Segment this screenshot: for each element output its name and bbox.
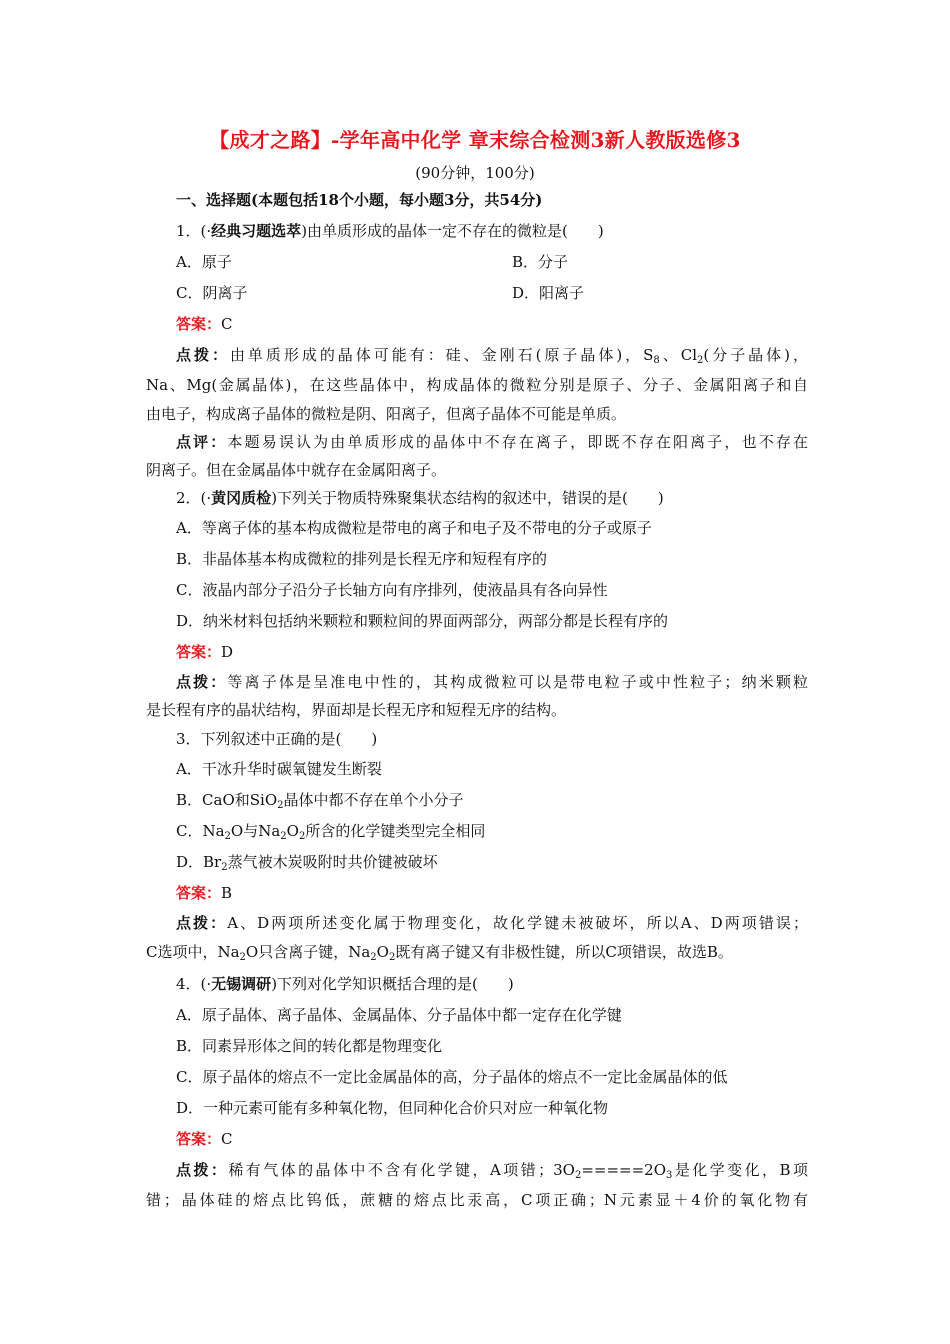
question-4-option-c: C．原子晶体的熔点不一定比金属晶体的高，分子晶体的熔点不一定比金属晶体的低 [176,1068,728,1086]
question-2-option-d: D．纳米材料包括纳米颗粒和颗粒间的界面两部分，两部分都是长程有序的 [176,612,669,630]
question-2-answer: 答案：D [176,643,234,661]
question-3-option-a: A．干冰升华时碳氧键发生断裂 [176,760,382,778]
question-1-comment-line2: 阴离子。但在金属晶体中就存在金属阳离子。 [146,461,447,479]
question-4-option-a: A．原子晶体、离子晶体、金属晶体、分子晶体中都一定存在化学键 [176,1006,622,1024]
question-1-hint-line2: Na、Mg(金属晶体)，在这些晶体中，构成晶体的微粒分别是原子、分子、金属阳离子和自 [146,376,808,394]
question-3-hint: 点拨：A、D两项所述变化属于物理变化，故化学键未被破坏，所以A、D两项错误； [176,914,808,932]
question-4-option-b: B．同素异形体之间的转化都是物理变化 [176,1037,443,1055]
question-3-option-b: B．CaO和SiO$_2$晶体中都不存在单个小分子 [176,791,464,811]
question-1-hint: 点拨：由单质形成的晶体可能有：硅、金刚石(原子晶体)，$S_8$、$Cl_2$(分子晶体)， [176,346,808,366]
question-3-option-d: D．$Br_2$蒸气被木炭吸附时共价键被破坏 [176,853,438,873]
question-2-option-a: A．等离子体的基本构成微粒是带电的离子和电子及不带电的分子或原子 [176,519,652,537]
question-1-option-b: B．分子 [512,253,569,271]
question-2-option-b: B．非晶体基本构成微粒的排列是长程无序和短程有序的 [176,550,548,568]
question-2-hint-line2: 是长程有序的晶状结构，界面却是长程无序和短程无序的结构。 [146,701,567,719]
section-heading: 一、选择题(本题包括18个小题，每小题3分，共54分) [176,191,543,209]
question-4-answer: 答案：C [176,1130,233,1148]
question-1-option-c: C．阴离子 [176,284,248,302]
question-3-stem: 3．下列叙述中正确的是( ) [176,730,378,748]
question-4-hint-line2: 错；晶体硅的熔点比钨低，蔗糖的熔点比汞高，C项正确；N元素显＋4价的氧化物有 [146,1191,808,1209]
question-1-hint-line3: 由电子，构成离子晶体的微粒是阴、阳离子，但离子晶体不可能是单质。 [146,405,627,423]
question-3-option-c: C．$Na_2O$与$Na_2O_2$所含的化学键类型完全相同 [176,822,486,842]
question-1-stem: 1．(·经典习题选萃)由单质形成的晶体一定不存在的微粒是( ) [176,222,604,240]
question-1-comment: 点评：本题易误认为由单质形成的晶体中不存在离子，即既不存在阳离子，也不存在 [176,433,808,451]
question-1-option-d: D．阳离子 [512,284,585,302]
page-title: 【成才之路】-学年高中化学 章末综合检测3新人教版选修3 [209,128,741,152]
question-1-option-a: A．原子 [176,253,232,271]
question-4-hint: 点拨：稀有气体的晶体中不含有化学键，A项错；$3O_2=====2O_3$是化学变化，B项 [176,1161,808,1181]
question-2-hint: 点拨：等离子体是呈准电中性的，其构成微粒可以是带电粒子或中性粒子；纳米颗粒 [176,673,808,691]
question-2-stem: 2．(·黄冈质检)下列关于物质特殊聚集状态结构的叙述中，错误的是( ) [176,489,664,507]
question-4-option-d: D．一种元素可能有多种氧化物，但同种化合价只对应一种氧化物 [176,1099,609,1117]
question-2-option-c: C．液晶内部分子沿分子长轴方向有序排列，使液晶具有各向异性 [176,581,608,599]
question-1-answer: 答案：C [176,315,233,333]
question-4-stem: 4．(·无锡调研)下列对化学知识概括合理的是( ) [176,975,514,993]
exam-info: (90分钟，100分) [415,164,535,182]
question-3-answer: 答案：B [176,884,233,902]
question-3-hint-line2: C选项中，$Na_2O$只含离子键，$Na_2O_2$既有离子键又有非极性键，所以C项错误，故选B。 [146,943,733,963]
